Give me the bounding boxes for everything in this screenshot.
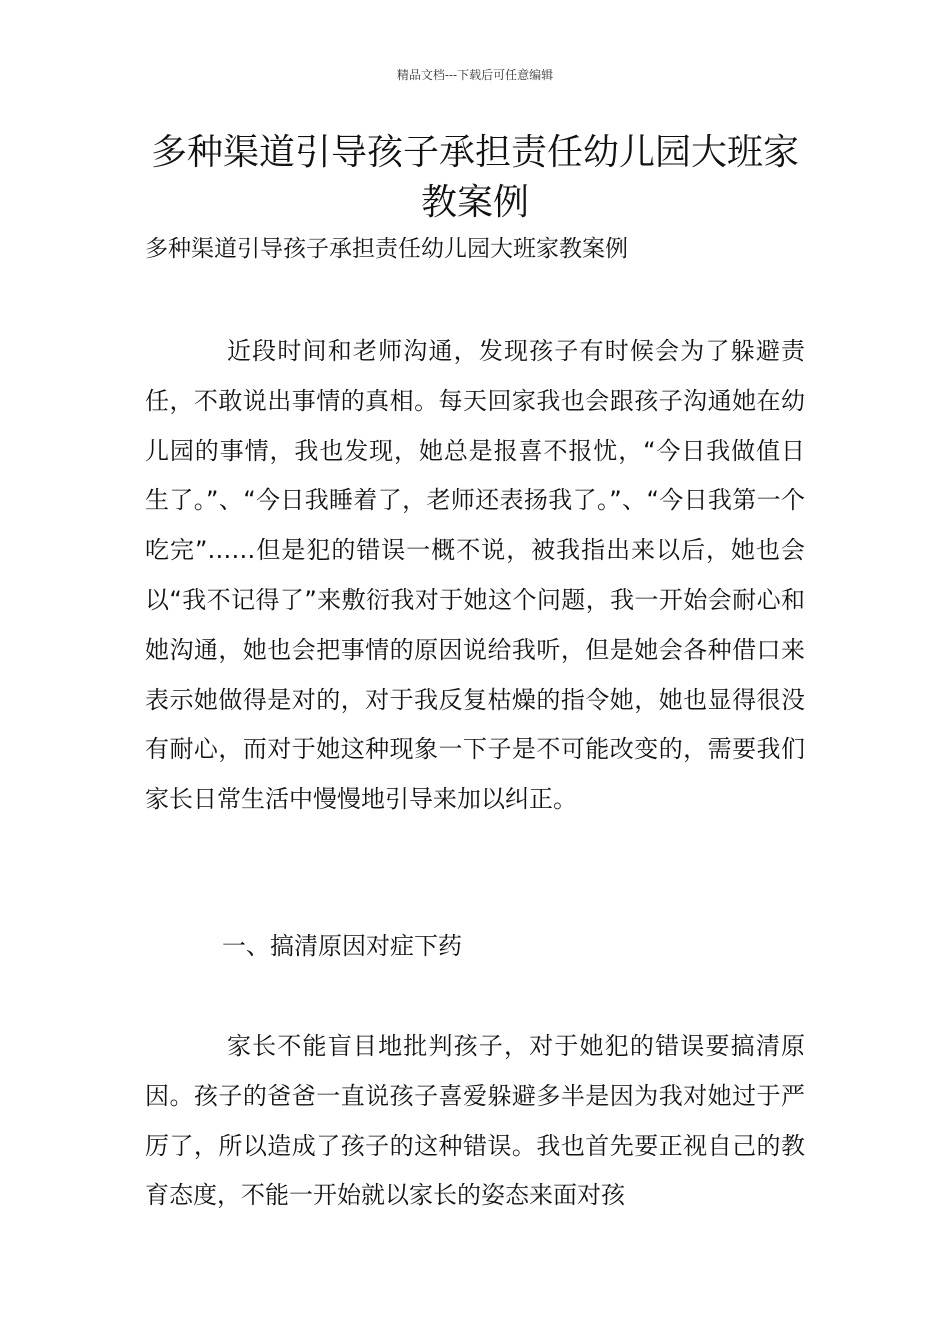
- document-subtitle: 多种渠道引导孩子承担责任幼儿园大班家教案例: [145, 236, 628, 262]
- paragraph-section-one: 家长不能盲目地批判孩子，对于她犯的错误要搞清原因。孩子的爸爸一直说孩子喜爱躲避多半是因为我对她过于严厉了，所以造成了孩子的这种错误。我也首先要正视自己的教育态度，不能一开始就以家长的姿态来面对孩: [145, 1032, 805, 1210]
- paragraph-intro: 近段时间和老师沟通，发现孩子有时候会为了躲避责任，不敢说出事情的真相。每天回家我也会跟孩子沟通她在幼儿园的事情，我也发现，她总是报喜不报忧，“今日我做值日生了。”、“今日我睡着了，老师还表扬我了。”、“今日我第一个吃完”……但是犯的错误一概不说，被我指出来以后，她也会以“我不记得了”来敷衍我对于她这个问题，我一开始会耐心和她沟通，她也会把事情的原因说给我听，但是她会各种借口来表示她做得是对的，对于我反复枯燥的指令她，她也显得很没有耐心，而对于她这种现象一下子是不可能改变的，需要我们家长日常生活中慢慢地引导来加以纠正。: [145, 337, 805, 814]
- section-heading: 一、搞清原因对症下药: [222, 932, 462, 960]
- document-title: 多种渠道引导孩子承担责任幼儿园大班家教案例: [150, 132, 799, 223]
- header-note: 精品文档---下载后可任意编辑: [396, 68, 554, 82]
